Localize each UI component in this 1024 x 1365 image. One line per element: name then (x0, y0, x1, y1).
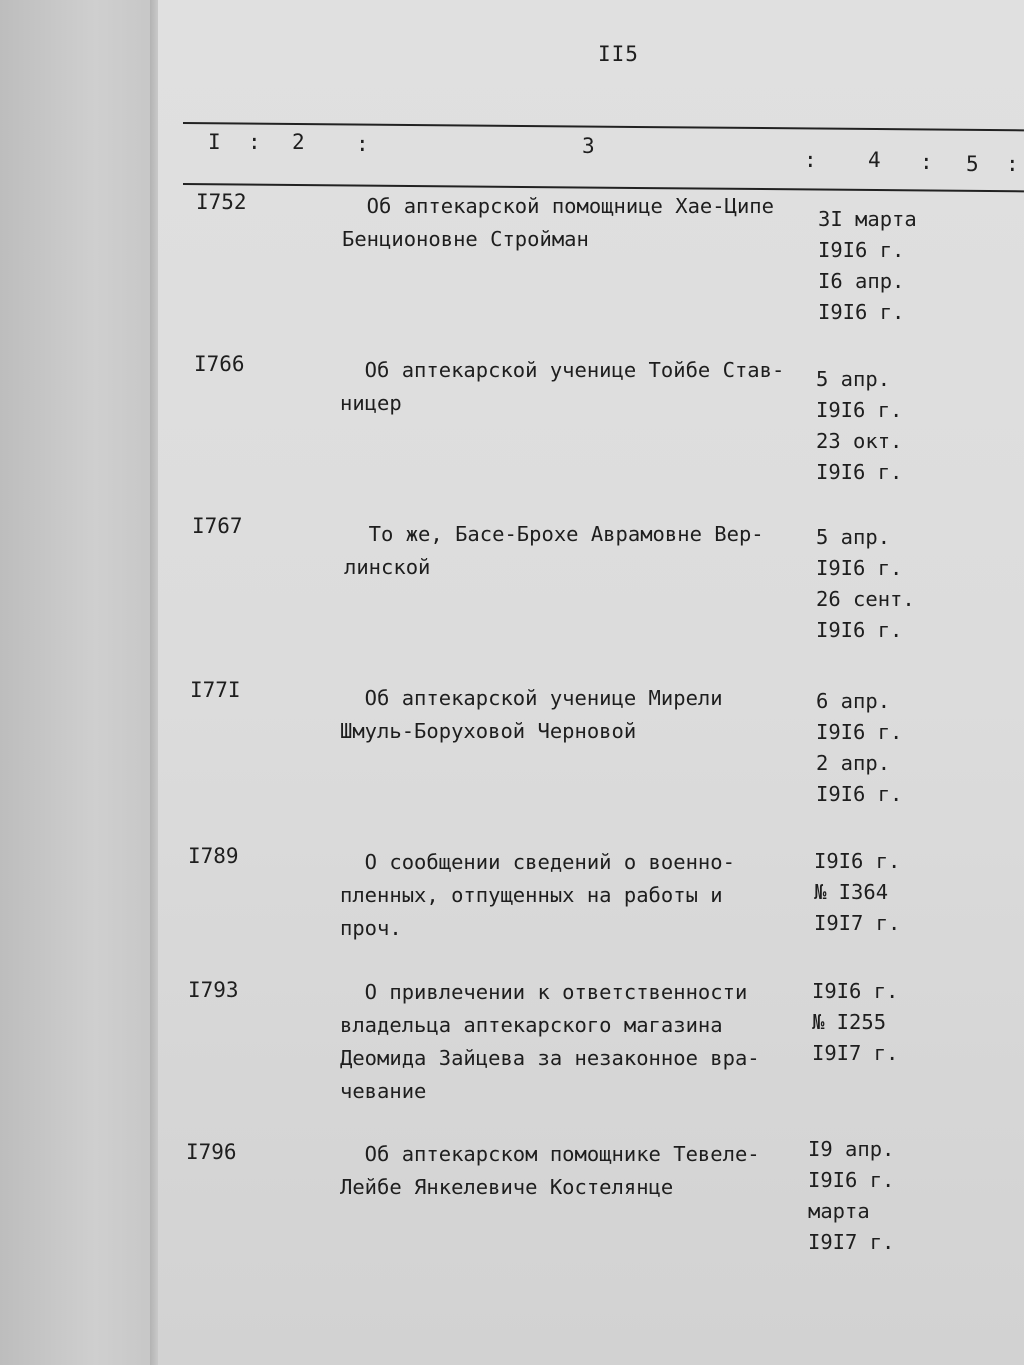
column-header-4: 4 (868, 148, 881, 172)
column-separator: : (920, 150, 933, 174)
entry-number: I789 (188, 844, 239, 868)
date-line: 26 сент. (816, 587, 915, 611)
column-separator: : (248, 130, 261, 154)
entry-dates (814, 846, 900, 939)
entry-number: I767 (192, 514, 243, 538)
date-line: I9I6 г. (816, 782, 903, 806)
column-header-5: 5 (966, 152, 979, 176)
date-line: I9I7 г. (808, 1230, 895, 1254)
column-header-2: 2 (292, 130, 305, 154)
facing-page (0, 0, 160, 1365)
date-line: 23 окт. (816, 429, 903, 453)
date-line: I9I6 г. (816, 720, 903, 744)
entry-number: I793 (188, 978, 239, 1002)
date-line: I9I6 г. (818, 300, 905, 324)
date-line: 2 апр. (816, 751, 891, 775)
entry-title: О привлечении к ответственности владельца аптекарского магазина Деомида Зайцева за незаконное вра- чевание (340, 980, 760, 1103)
date-line: № I255 (812, 1010, 887, 1034)
date-line: № I364 (814, 880, 889, 904)
date-line: I9I6 г. (812, 979, 899, 1003)
column-separator: : (804, 148, 817, 172)
date-line: 3I марта (818, 207, 917, 231)
entry-title: О сообщении сведений о военно- пленных, отпущенных на работы и проч. (340, 850, 735, 940)
entry-dates (816, 686, 902, 810)
date-line: I9I6 г. (808, 1168, 895, 1192)
entry-number: I752 (196, 190, 247, 214)
entry-dates (816, 522, 915, 646)
entry-number: I766 (194, 352, 245, 376)
date-line: I9I6 г. (818, 238, 905, 262)
entry-title: Об аптекарской ученице Тойбе Став- ницер (340, 358, 785, 415)
date-line: I9I6 г. (816, 618, 903, 642)
column-separator: : (1006, 152, 1019, 176)
page-number: II5 (598, 42, 639, 66)
entry-dates (818, 204, 917, 328)
date-line: I9I6 г. (816, 398, 903, 422)
column-separator: : (356, 132, 369, 156)
date-line: марта (808, 1199, 870, 1223)
entry-dates (808, 1134, 894, 1258)
entry-title: Об аптекарском помощнике Тевеле- Лейбе Янкелевиче Костелянце (340, 1142, 760, 1199)
date-line: 5 апр. (816, 367, 891, 391)
date-line: I9 апр. (808, 1137, 895, 1161)
entry-title: Об аптекарской помощнице Хае-Ципе Бенционовне Стройман (342, 194, 774, 251)
entry-dates (812, 976, 898, 1069)
date-line: I6 апр. (818, 269, 905, 293)
entry-number: I796 (186, 1140, 237, 1164)
date-line: I9I6 г. (814, 849, 901, 873)
entry-number: I77I (190, 678, 241, 702)
entry-title: Об аптекарской ученице Мирели Шмуль-Боруховой Черновой (340, 686, 723, 743)
date-line: 5 апр. (816, 525, 891, 549)
entry-title: То же, Басе-Брохе Аврамовне Вер- линской (344, 522, 764, 579)
column-header-3: 3 (582, 134, 595, 158)
column-header-1: I (208, 130, 221, 154)
date-line: I9I7 г. (814, 911, 901, 935)
entry-dates (816, 364, 902, 488)
date-line: I9I6 г. (816, 460, 903, 484)
date-line: 6 апр. (816, 689, 891, 713)
date-line: I9I6 г. (816, 556, 903, 580)
date-line: I9I7 г. (812, 1041, 899, 1065)
